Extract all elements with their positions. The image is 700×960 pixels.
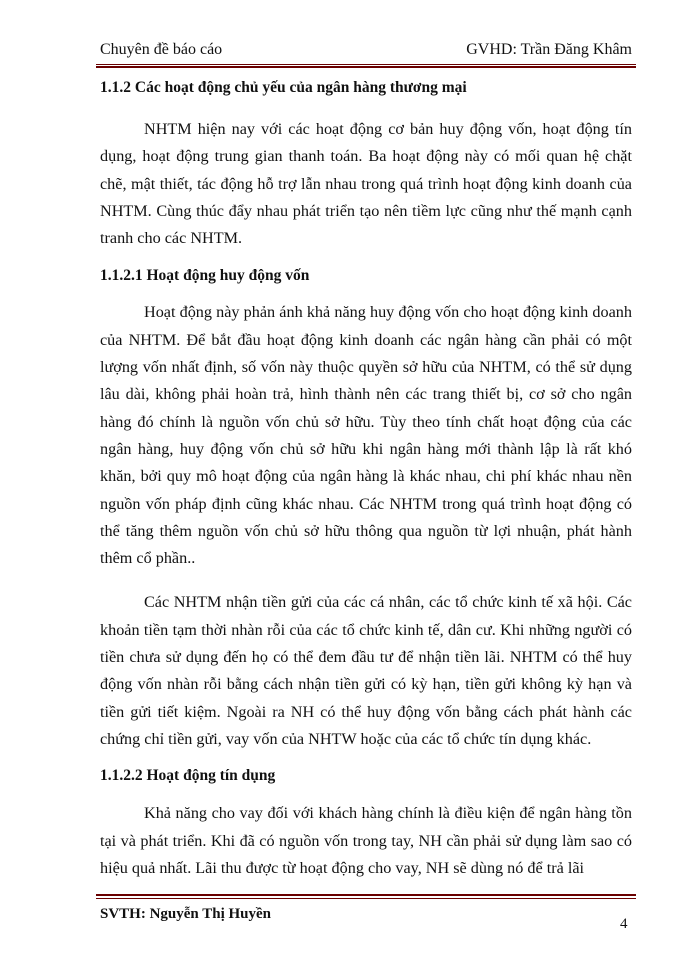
document-body — [100, 78, 632, 882]
page-number: 4 — [620, 916, 628, 932]
section-heading-1-1-2-1: 1.1.2.1 Hoạt động huy động vốn — [100, 267, 310, 285]
paragraph-lending: Khả năng cho vay đối với khách hàng chính là điều kiện để ngân hàng tồn tại và phát triển. Khi đã có nguồn vốn trong tay, NH cần phải sử dụng làm sao có hiệu quả nhất. Lãi thu được từ hoạt động cho vay, NH sẽ dùng nó để trả lãi — [100, 804, 632, 877]
header-report-title: Chuyên đề báo cáo — [100, 41, 223, 58]
section-heading-1-1-2: 1.1.2 Các hoạt động chủ yếu của ngân hàng thương mại — [100, 79, 467, 96]
paragraph-deposits: Các NHTM nhận tiền gửi của các cá nhân, các tổ chức kinh tế xã hội. Các khoản tiền tạm thời nhàn rỗi của các tổ chức kinh tế, dân cư. Khi những người có tiền chưa sử dụng đến họ có thể đem đầu tư để nhận tiền lãi. NHTM có thể huy động vốn nhàn rỗi bằng cách nhận tiền gửi có kỳ hạn, tiền gửi không kỳ hạn và tiền gửi tiết kiệm. Ngoài ra NH có thể huy động vốn bằng cách phát hành các chứng chỉ tiền gửi, vay vốn của NHTW hoặc của các tổ chức tín dụng khác. — [100, 593, 632, 748]
page-header — [100, 40, 632, 64]
header-advisor: GVHD: Trần Đăng Khâm — [466, 41, 632, 58]
header-divider-thick — [96, 66, 636, 68]
footer-divider-thick — [96, 894, 636, 896]
paragraph-overview: NHTM hiện nay với các hoạt động cơ bản huy động vốn, hoạt động tín dụng, hoạt động trung gian thanh toán. Ba hoạt động này có mối quan hệ chặt chẽ, mật thiết, tác động hỗ trợ lẫn nhau trong quá trình hoạt động kinh doanh của NHTM. Cùng thúc đẩy nhau phát triển tạo nên tiềm lực cũng như thế mạnh cạnh tranh cho các NHTM. — [100, 120, 632, 248]
footer-divider-thin — [96, 898, 636, 899]
paragraph-owner-capital: Hoạt động này phản ánh khả năng huy động vốn cho hoạt động kinh doanh của NHTM. Để bắt đầu hoạt động kinh doanh các ngân hàng cần phải có một lượng vốn nhất định, số vốn này thuộc quyền sở hữu của NHTM, có thể sử dụng lâu dài, không phải hoàn trả, hình thành nên các trang thiết bị, cơ sở cho ngân hàng đó chính là nguồn vốn chủ sở hữu. Tùy theo tính chất hoạt động của các ngân hàng, huy động vốn chủ sở hữu khi ngân hàng mới thành lập là rất khó khăn, bởi quy mô hoạt động của ngân hàng là khác nhau, chi phí khác nhau nền nguồn vốn pháp định cũng khác nhau. Các NHTM trong quá trình hoạt động có thể tăng thêm nguồn vốn chủ sở hữu thông qua nguồn từ lợi nhuận, phát hành thêm cổ phần.. — [100, 303, 632, 568]
header-divider-thin — [96, 64, 636, 65]
section-heading-1-1-2-2: 1.1.2.2 Hoạt động tín dụng — [100, 767, 276, 785]
footer-student-name: SVTH: Nguyễn Thị Huyền — [100, 906, 272, 922]
